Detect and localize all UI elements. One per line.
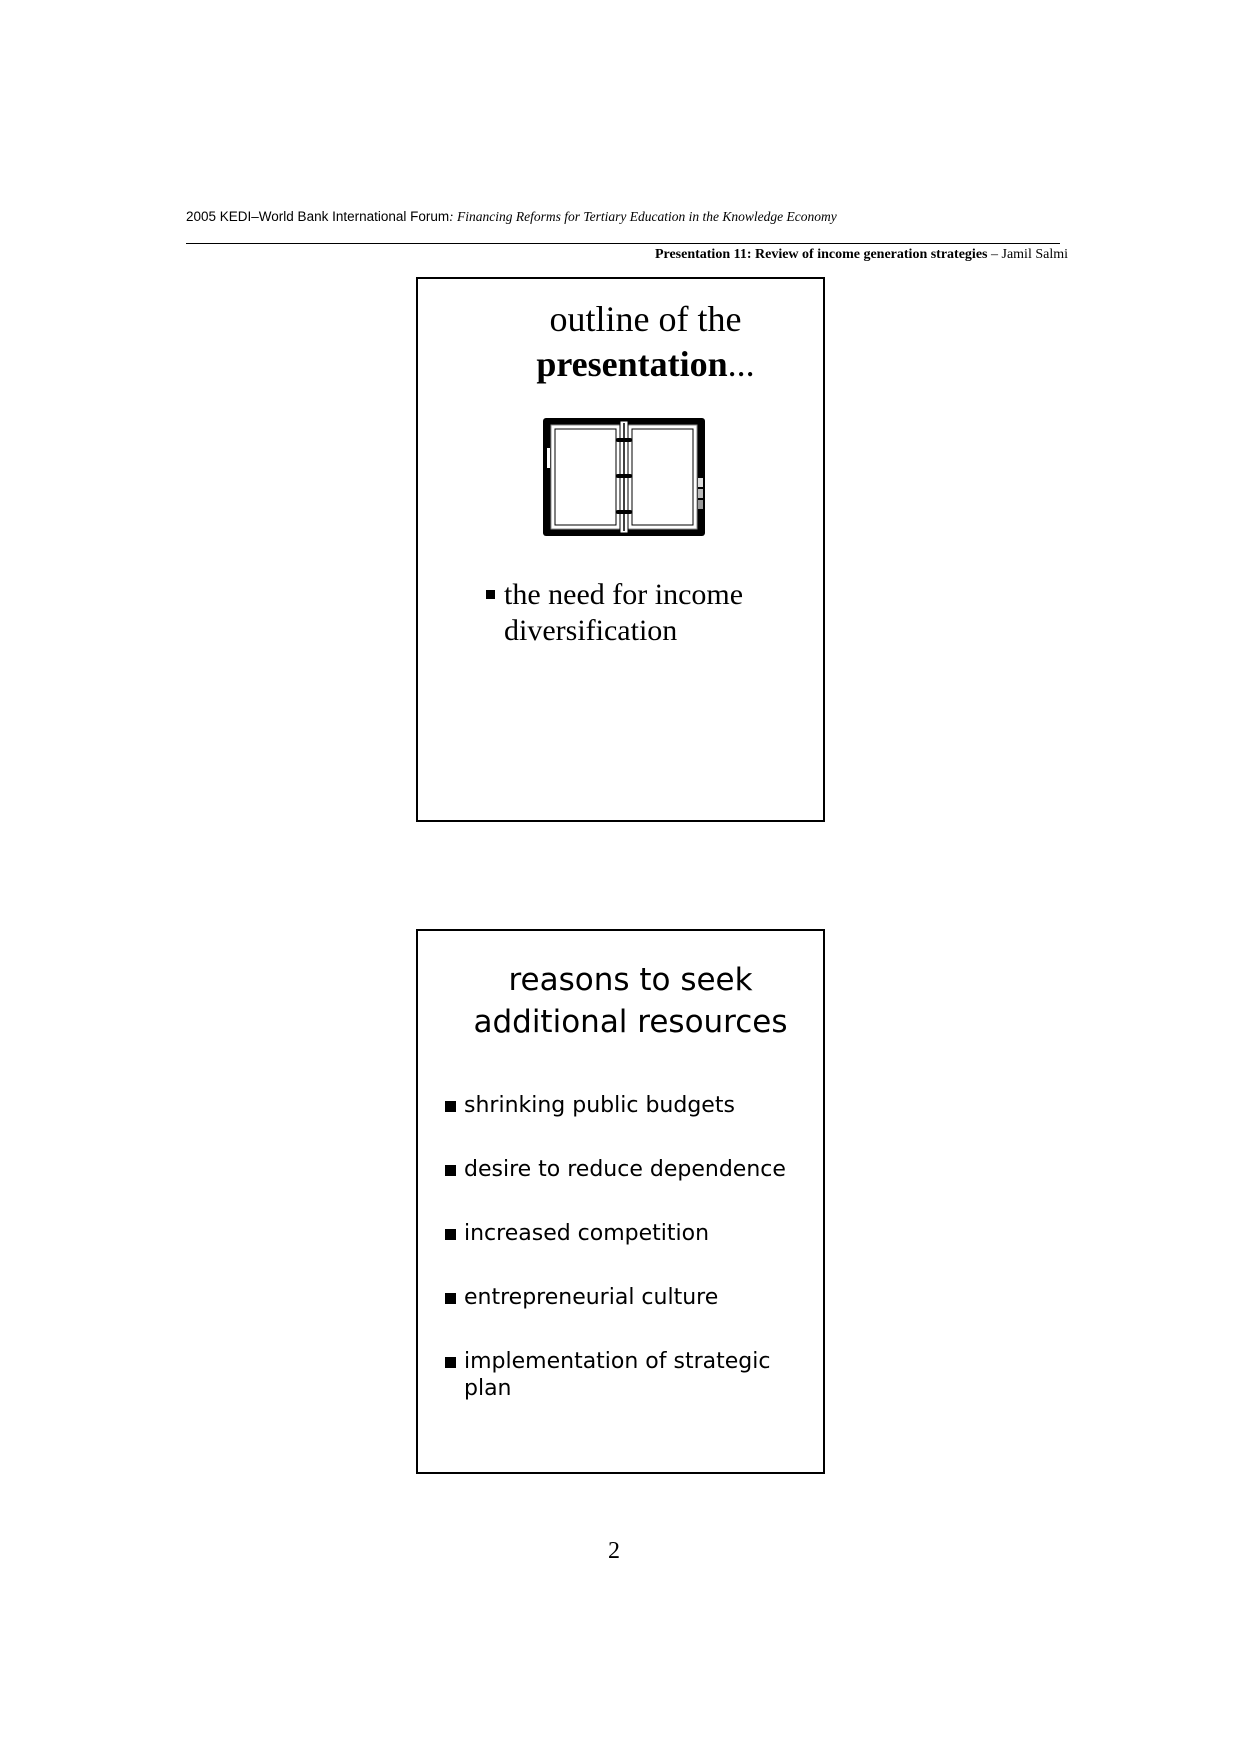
- slide-title-line-1: outline of the: [549, 299, 742, 339]
- slide-outline: [416, 277, 825, 822]
- slide-title-line-2: [478, 342, 813, 387]
- presentation-line: [655, 247, 1068, 263]
- slide-title: [478, 297, 813, 387]
- slide-title-line-1: reasons to seek: [508, 962, 753, 998]
- running-header: [186, 209, 1066, 225]
- bullet-text: the need for income diversification: [504, 578, 744, 647]
- slide-title: [448, 959, 813, 1043]
- bullet-item: [445, 1348, 815, 1402]
- forum-title: 2005 KEDI–World Bank International Forum: [186, 209, 450, 224]
- bullet-text: desire to reduce dependence: [464, 1157, 786, 1182]
- square-bullet-icon: [445, 1101, 456, 1112]
- bullet-item: [445, 1284, 815, 1311]
- square-bullet-icon: [445, 1293, 456, 1304]
- bullet-item: [445, 1156, 815, 1183]
- bullet-item: [445, 1092, 815, 1119]
- presentation-title: Presentation 11: Review of income generation strategies: [654, 247, 988, 262]
- bullet-text: shrinking public budgets: [464, 1093, 735, 1118]
- slide-title-ellipsis: ...: [727, 344, 755, 384]
- page-number: 2: [608, 1538, 620, 1564]
- binder-icon: [543, 418, 705, 536]
- bullet-list: [445, 1092, 815, 1439]
- bullet-item: [445, 1220, 815, 1247]
- header-rule: [186, 243, 1060, 244]
- bullet-text: entrepreneurial culture: [464, 1285, 719, 1310]
- slide-reasons: [416, 929, 825, 1474]
- square-bullet-icon: [445, 1357, 456, 1368]
- square-bullet-icon: [445, 1229, 456, 1240]
- square-bullet-icon: [486, 590, 495, 599]
- square-bullet-icon: [445, 1165, 456, 1176]
- bullet-text: increased competition: [464, 1221, 710, 1246]
- forum-subtitle: : Financing Reforms for Tertiary Education in the Knowledge Economy: [449, 209, 837, 224]
- slide-title-line-2: additional resources: [473, 1004, 788, 1040]
- bullet-text: implementation of strategic plan: [464, 1349, 771, 1401]
- bullet-item: [486, 577, 806, 649]
- slide-title-bold: presentation: [536, 344, 728, 384]
- presentation-author: – Jamil Salmi: [987, 247, 1068, 262]
